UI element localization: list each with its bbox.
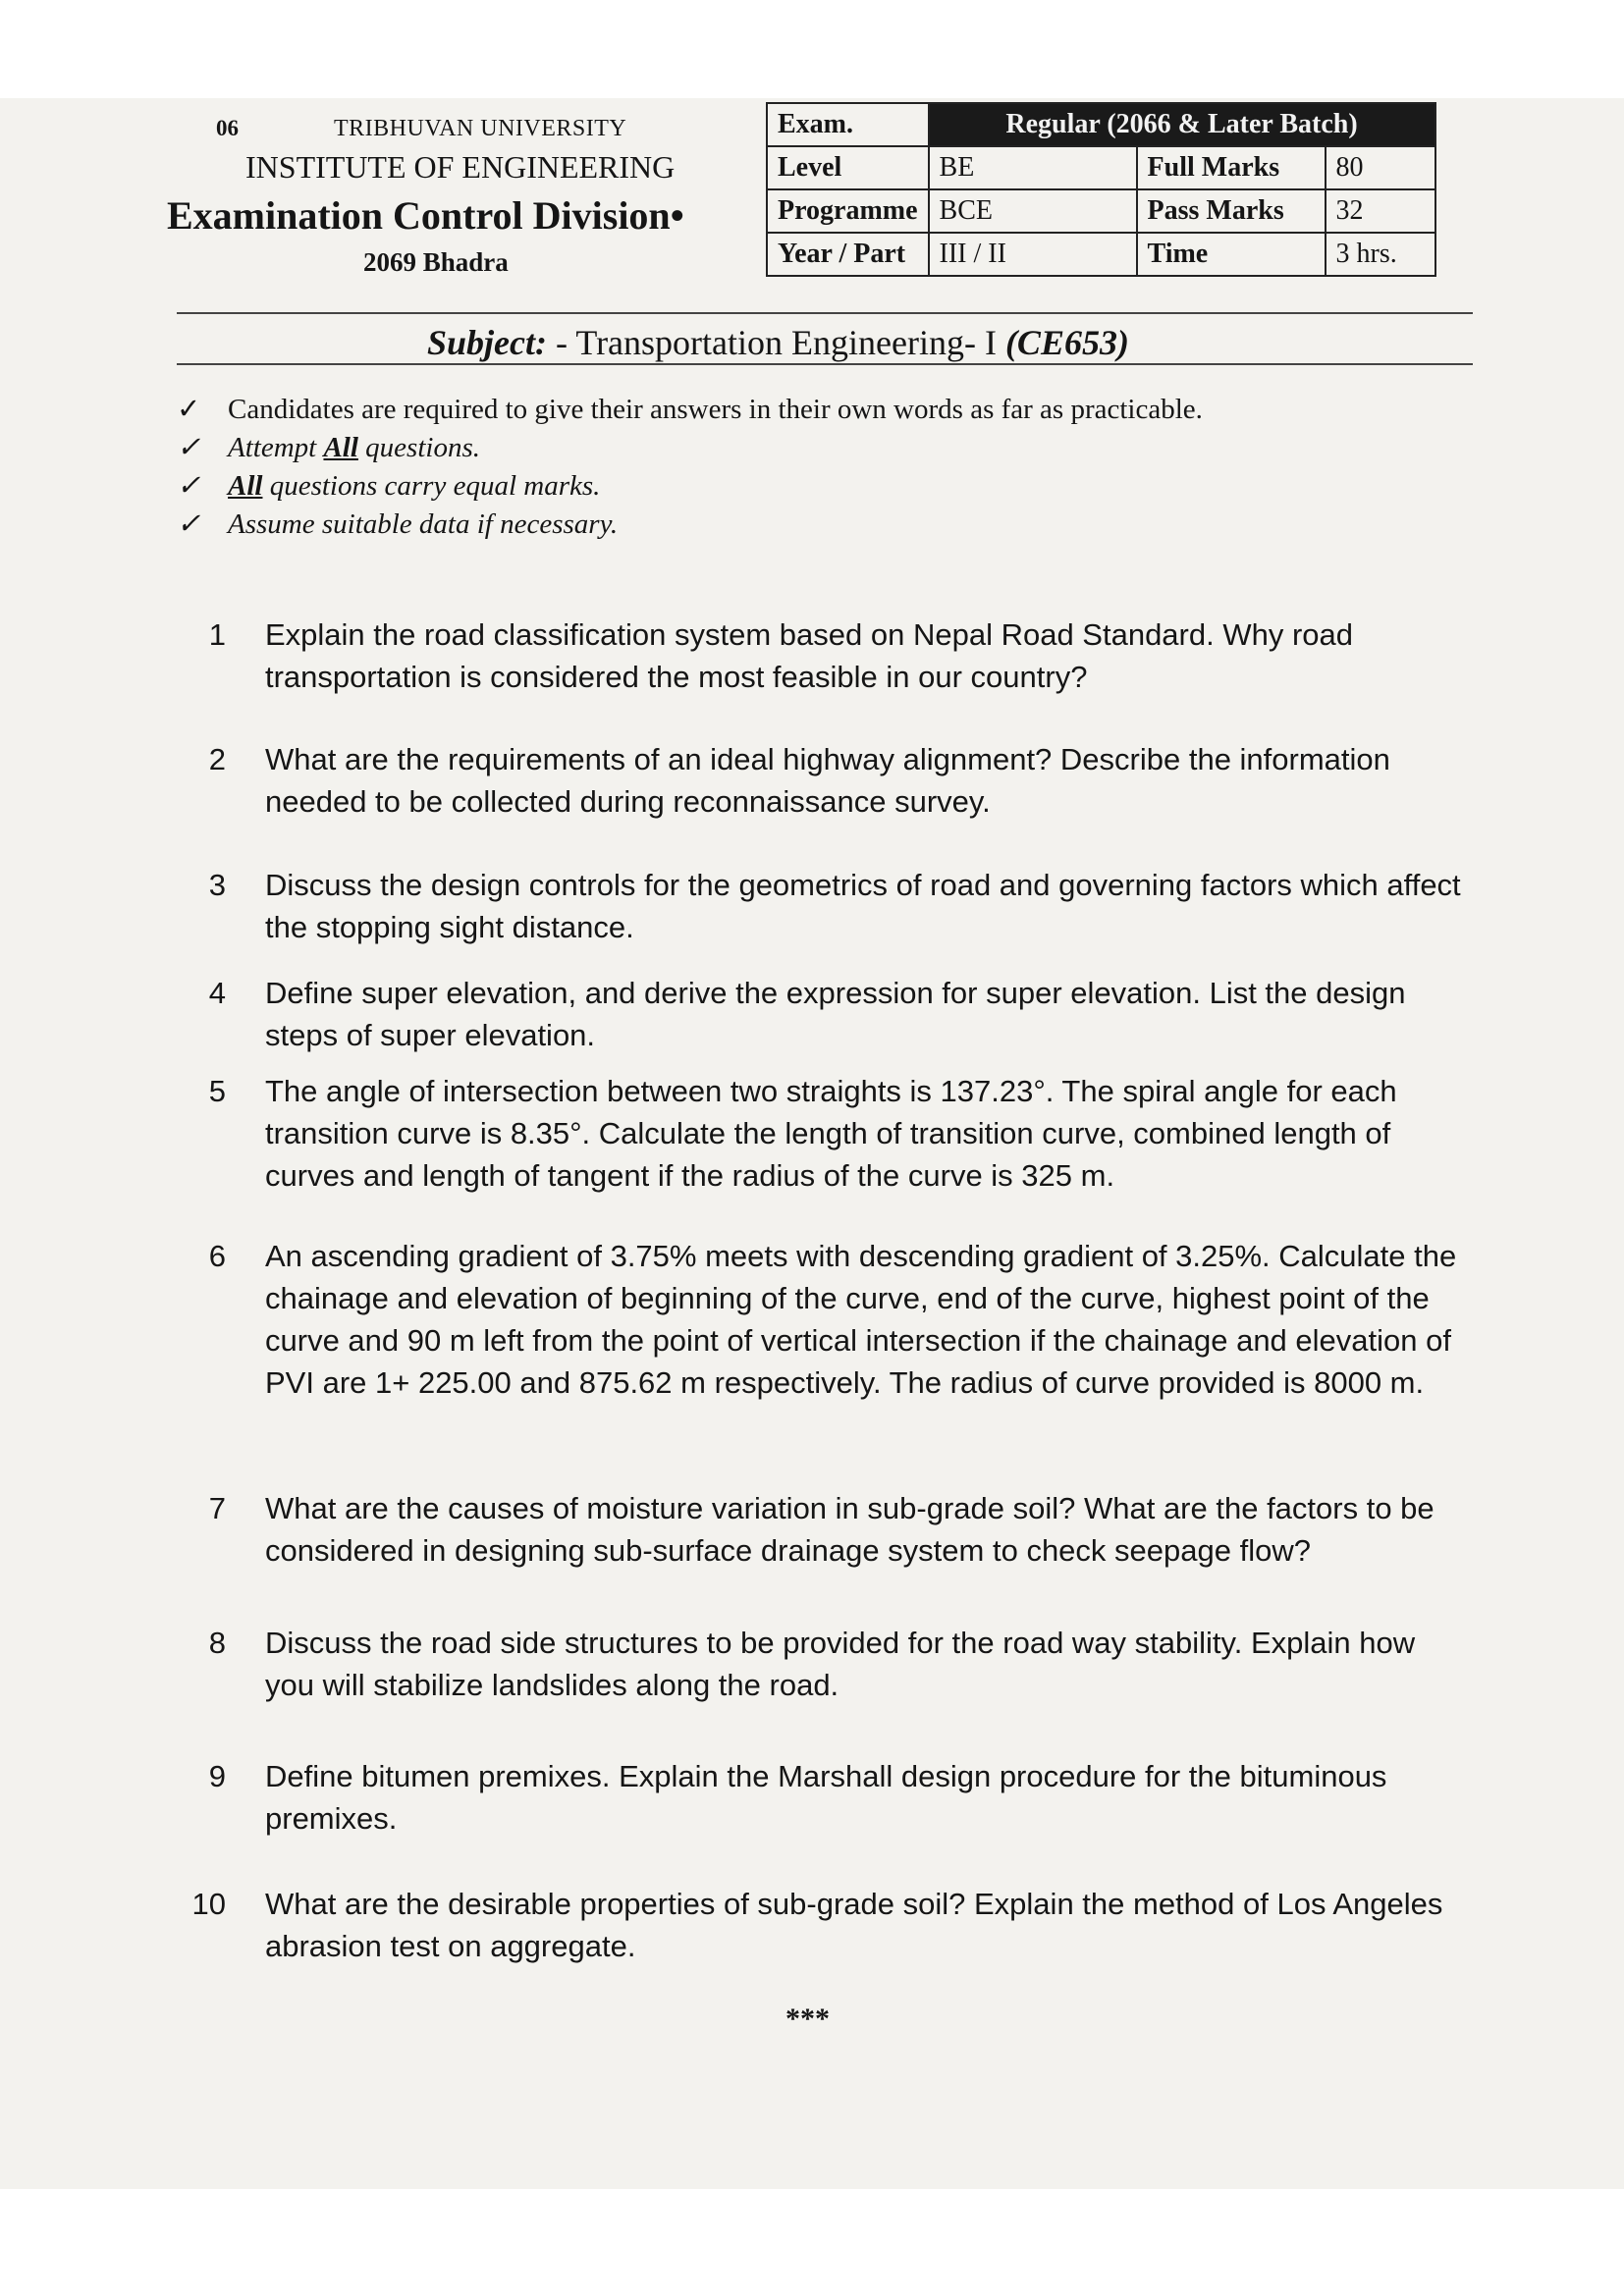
year-label: Year / Part	[767, 233, 929, 276]
bottom-rule	[177, 363, 1473, 365]
paper-code: 06	[216, 116, 239, 140]
division-name: Examination Control Division•	[167, 193, 684, 238]
exam-info-table	[766, 102, 1436, 277]
time-label: Time	[1137, 233, 1326, 276]
check-icon: ✓	[177, 432, 201, 463]
pass-marks-value: 32	[1326, 189, 1435, 233]
instruction-item: ✓ Candidates are required to give their answers in their own words as far as practicable.	[177, 391, 1203, 429]
exam-label: Exam.	[767, 103, 929, 146]
level-label: Level	[767, 146, 929, 189]
institute-name: INSTITUTE OF ENGINEERING	[245, 149, 676, 185]
exam-date: 2069 Bhadra	[363, 247, 509, 277]
year-value: III / II	[929, 233, 1137, 276]
instruction-item: ✓ Attempt All questions.	[177, 429, 1203, 467]
check-icon: ✓	[177, 508, 201, 540]
subject-label: Subject:	[427, 323, 547, 362]
time-value: 3 hrs.	[1326, 233, 1435, 276]
check-icon: ✓	[177, 470, 201, 502]
check-icon: ✓	[177, 394, 201, 425]
subject-title: - Transportation Engineering- I	[556, 323, 997, 362]
top-rule	[177, 312, 1473, 314]
subject-line	[427, 322, 1129, 363]
programme-label: Programme	[767, 189, 929, 233]
exam-value: Regular (2066 & Later Batch)	[929, 103, 1435, 146]
subject-code: (CE653)	[1004, 323, 1129, 362]
university-name: TRIBHUVAN UNIVERSITY	[334, 116, 627, 141]
full-marks-label: Full Marks	[1137, 146, 1326, 189]
full-marks-value: 80	[1326, 146, 1435, 189]
programme-value: BCE	[929, 189, 1137, 233]
pass-marks-label: Pass Marks	[1137, 189, 1326, 233]
end-marker: ***	[785, 2002, 830, 2035]
instruction-item: ✓ All questions carry equal marks.	[177, 467, 1203, 506]
instruction-item: ✓ Assume suitable data if necessary.	[177, 506, 1203, 544]
level-value: BE	[929, 146, 1137, 189]
instructions	[177, 391, 1203, 544]
